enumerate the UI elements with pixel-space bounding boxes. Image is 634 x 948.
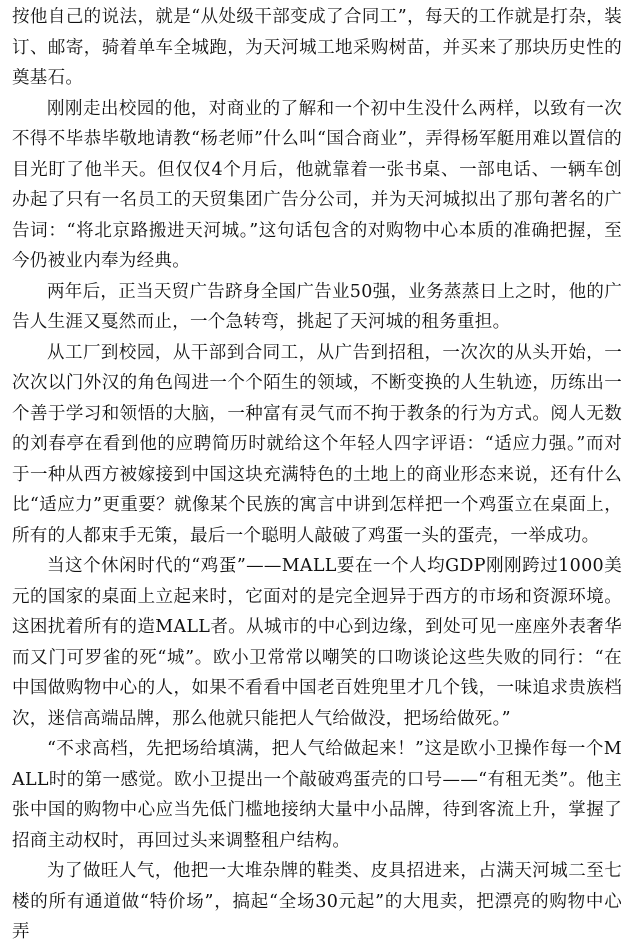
paragraph-6: “不求高档，先把场给填满，把人气给做起来！”这是欧小卫操作每一个MALL时的第一感觉。欧小卫提出一个敲破鸡蛋壳的口号——“有租无类”。他主张中国的购物中心应当先低门槛地接纳大量中小品牌，待到客流上升，掌握了招商主动权时，再回过头来调整租户结构。 [12, 739, 622, 851]
paragraph-5: 当这个休闲时代的“鸡蛋”——MALL要在一个人均GDP刚刚跨过1000美元的国家的桌面上立起来时，它面对的是完全迥异于西方的市场和资源环境。这困扰着所有的造MALL者。从城市的中心到边缘，到处可见一座座外表奢华而又门可罗雀的死“城”。欧小卫常常以嘲笑的口吻谈论这些失败的同行：“在中国做购物中心的人，如果不看看中国老百姓兜里才几个钱，一味追求贵族档次，迷信高端品牌，那么他就只能把人气给做没，把场给做死。” [12, 556, 622, 729]
paragraph-2: 刚刚走出校园的他，对商业的了解和一个初中生没什么两样，以致有一次不得不毕恭毕敬地请教“杨老师”什么叫“国合商业”，弄得杨军艇用难以置信的目光盯了他半天。但仅仅4个月后，他就靠着一张书桌、一部电话、一辆车创办起了只有一名员工的天贸集团广告分公司，并为天河城拟出了那句著名的广告词：“将北京路搬进天河城。”这句话包含的对购物中心本质的准确把握，至今仍被业内奉为经典。 [12, 98, 622, 271]
paragraph-7: 为了做旺人气，他把一大堆杂牌的鞋类、皮具招进来，占满天河城二至七楼的所有通道做“特价场”，搞起“全场30元起”的大甩卖，把漂亮的购物中心弄 [12, 861, 622, 942]
paragraph-3: 两年后，正当天贸广告跻身全国广告业50强，业务蒸蒸日上之时，他的广告人生涯又戛然而止，一个急转弯，挑起了天河城的租务重担。 [12, 281, 622, 332]
paragraph-4: 从工厂到校园，从干部到合同工，从广告到招租，一次次的从头开始，一次次以门外汉的角色闯进一个个陌生的领域，不断变换的人生轨迹，历练出一个善于学习和领悟的大脑，一种富有灵气而不拘于教条的行为方式。阅人无数的刘春亭在看到他的应聘简历时就给这个年轻人四字评语：“适应力强。”而对于一种从西方被嫁接到中国这块充满特色的土地上的商业形态来说，还有什么比“适应力”更重要？就像某个民族的寓言中讲到怎样把一个鸡蛋立在桌面上，所有的人都束手无策，最后一个聪明人敲破了鸡蛋一头的蛋壳，一举成功。 [12, 342, 622, 546]
paragraph-1: 按他自己的说法，就是“从处级干部变成了合同工”，每天的工作就是打杂，装订、邮寄，骑着单车全城跑，为天河城工地采购树苗，并买来了那块历史性的奠基石。 [12, 7, 622, 88]
